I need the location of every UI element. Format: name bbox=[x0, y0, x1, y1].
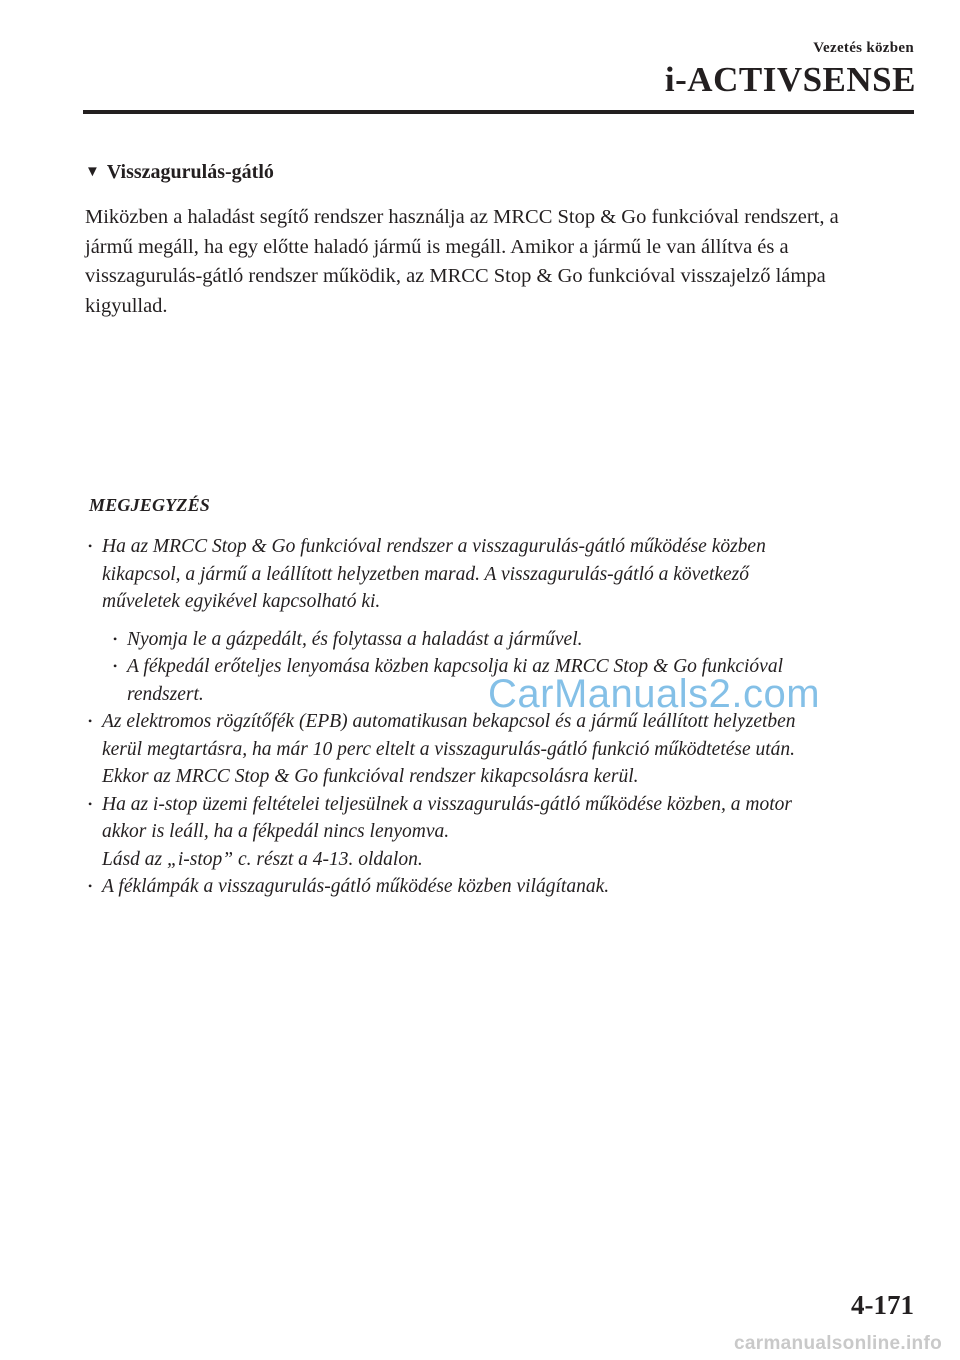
note-line: kerül megtartásra, ha már 10 perc eltelt a visszagurulás-gátló funkció működtetése után. bbox=[102, 738, 796, 760]
note-line: Ekkor az MRCC Stop & Go funkcióval rendszer kikapcsolásra kerül. bbox=[102, 766, 639, 787]
page-number: 4-171 bbox=[851, 1290, 914, 1320]
note-item bbox=[85, 708, 915, 791]
header-rule bbox=[83, 110, 914, 114]
note-line: Lásd az „i-stop” c. részt a 4-13. oldalon. bbox=[102, 848, 423, 870]
note-line: • Az elektromos rögzítőfék (EPB) automatikusan bekapcsol és a jármű leállított helyzetben bbox=[102, 711, 796, 732]
section-marker: ▼ bbox=[85, 164, 100, 180]
note-heading: MEGJEGYZÉS bbox=[89, 495, 211, 515]
note-line: • Nyomja le a gázpedált, és folytassa a haladást a járművel. bbox=[127, 628, 583, 650]
intro-line: visszagurulás-gátló rendszer működik, az MRCC Stop & Go funkcióval visszajelző lámpa bbox=[85, 265, 826, 287]
note-line: • A féklámpák a visszagurulás-gátló működése közben világítanak. bbox=[102, 876, 610, 897]
note-subitem bbox=[110, 626, 915, 654]
header-subtitle: Vezetés közben bbox=[813, 40, 914, 56]
intro-line: kigyullad. bbox=[85, 294, 168, 317]
watermark: CarManuals2.com bbox=[488, 672, 821, 716]
hold-indicator-icon bbox=[180, 340, 370, 455]
note-line: • Ha az i-stop üzemi feltételei teljesülnek a visszagurulás-gátló működése közben, a motor bbox=[102, 793, 792, 815]
note-line: rendszert. bbox=[127, 683, 204, 705]
note-line: • Ha az MRCC Stop & Go funkcióval rendszer a visszagurulás-gátló működése közben bbox=[102, 536, 766, 557]
intro-line: jármű megáll, ha egy előtte haladó jármű is megáll. Amikor a jármű le van állítva és a bbox=[85, 235, 789, 258]
section-heading bbox=[85, 161, 274, 184]
note-line: kikapcsol, a jármű a leállított helyzetben marad. A visszagurulás-gátló a következő bbox=[102, 563, 750, 585]
note-line: • A fékpedál erőteljes lenyomása közben kapcsolja ki az MRCC Stop & Go funkcióval bbox=[127, 656, 784, 677]
note-item bbox=[85, 533, 915, 616]
intro-paragraph bbox=[85, 203, 915, 321]
header-title: i-ACTIVSENSE bbox=[664, 60, 916, 99]
note-item bbox=[85, 791, 915, 874]
note-line: műveletek egyikével kapcsolható ki. bbox=[102, 591, 381, 612]
section-title: Visszagurulás-gátló bbox=[106, 161, 274, 183]
intro-line: Miközben a haladást segítő rendszer használja az MRCC Stop & Go funkcióval rendszert, a bbox=[85, 206, 839, 228]
footer-watermark: carmanualsonline.info bbox=[734, 1333, 942, 1354]
note-line: akkor is leáll, ha a fékpedál nincs lenyomva. bbox=[102, 821, 450, 842]
note-item bbox=[85, 873, 915, 901]
